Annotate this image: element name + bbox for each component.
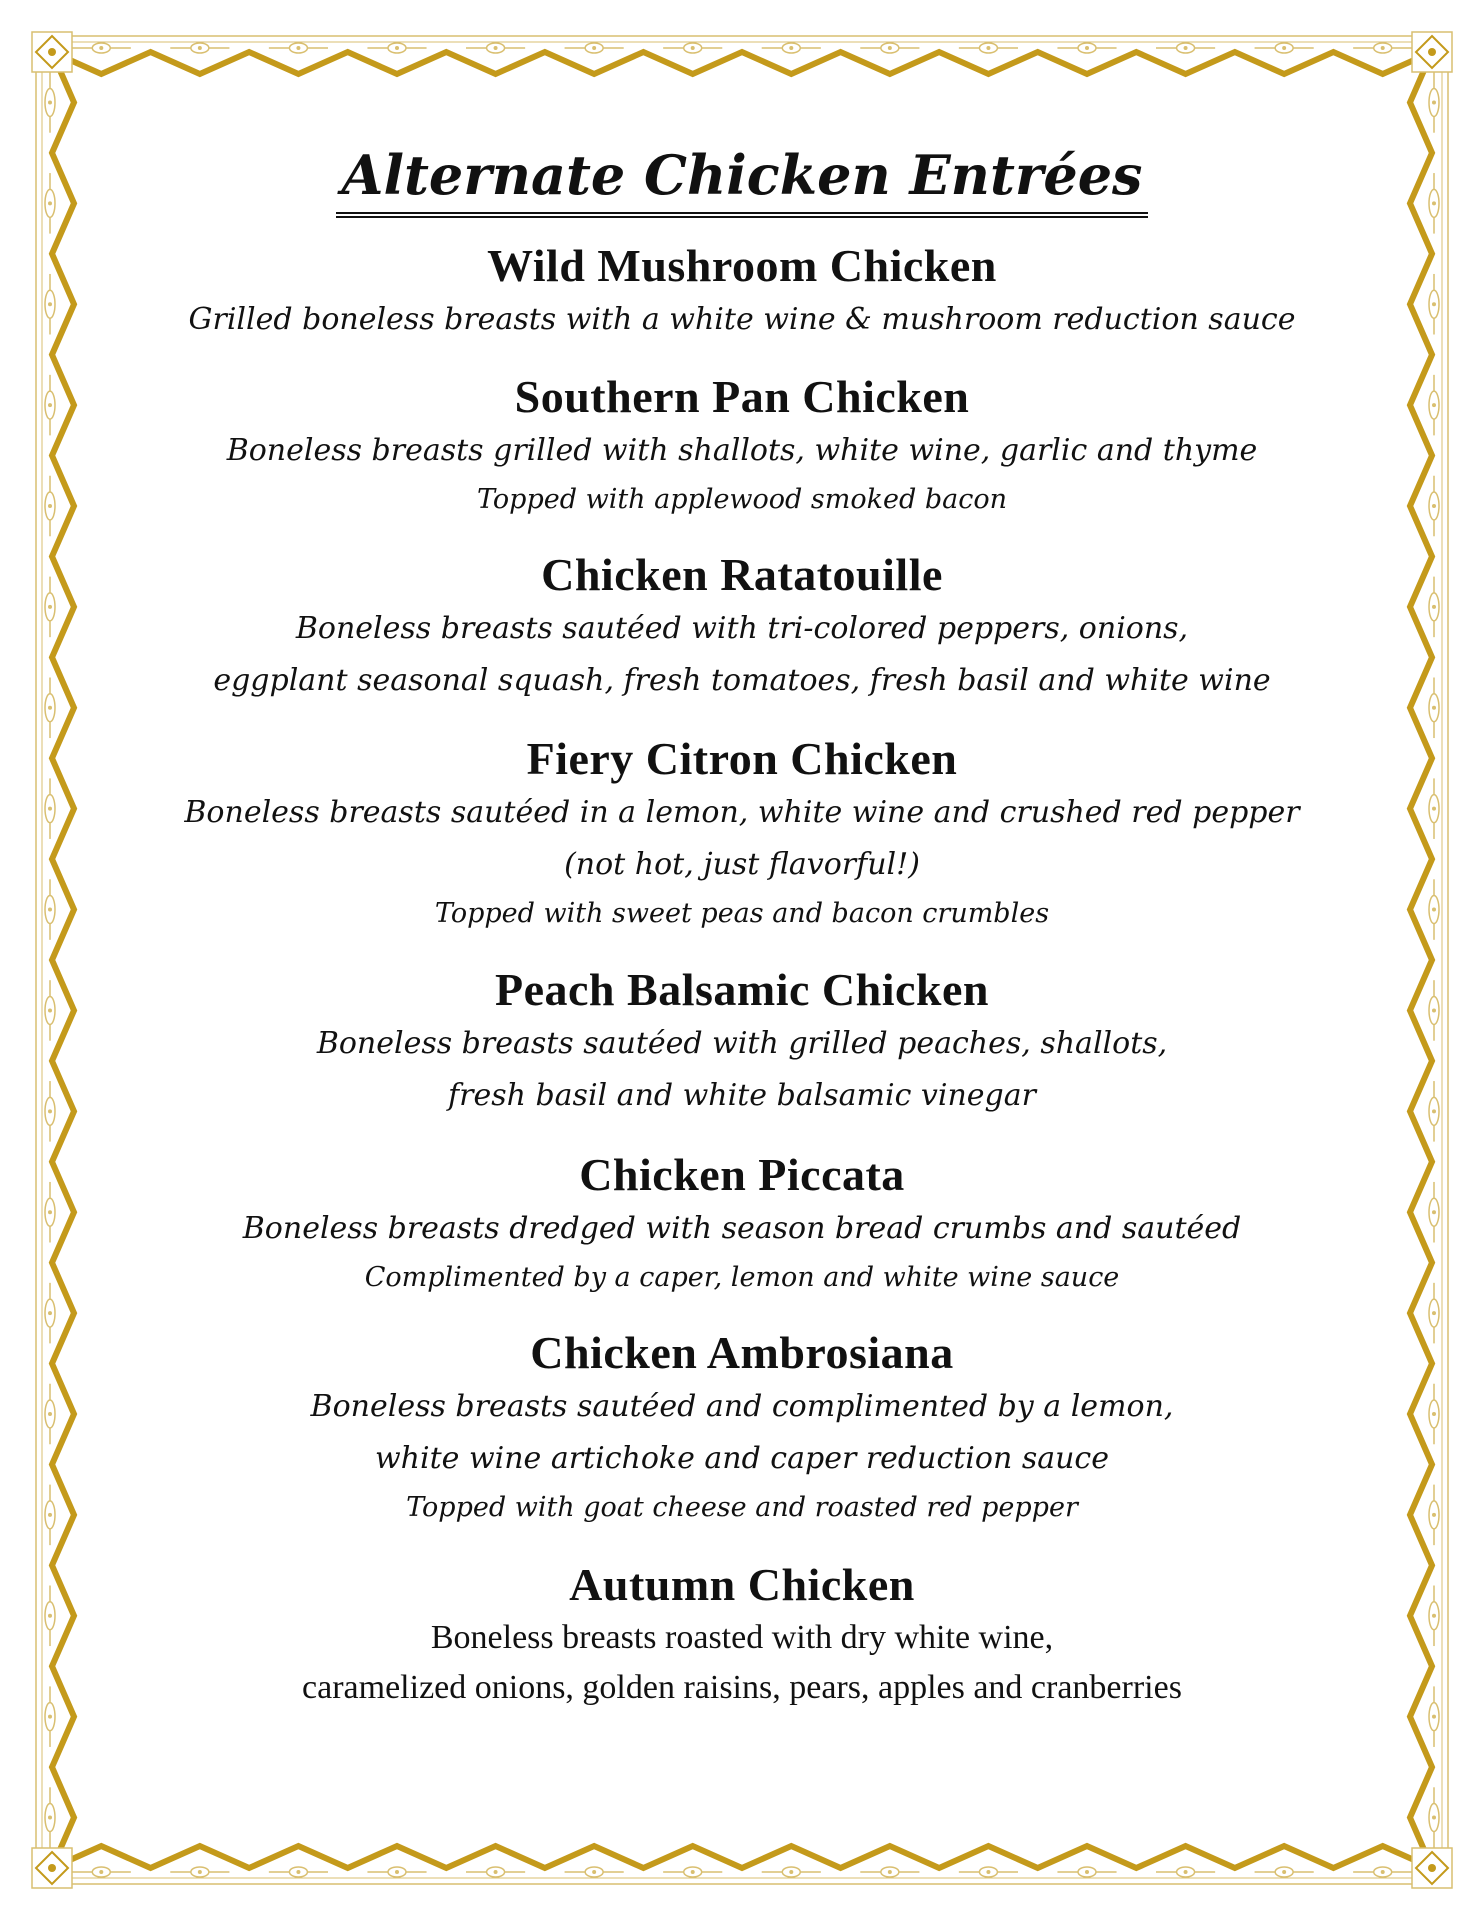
entree-note: Topped with applewood smoked bacon xyxy=(477,484,1007,515)
entree-peach-balsamic-chicken xyxy=(110,962,1374,1122)
entree-description: Boneless breasts dredged with season bread crumbs and sautéed xyxy=(242,1211,1242,1246)
entree-description: fresh basil and white balsamic vinegar xyxy=(448,1078,1036,1113)
entree-description: Boneless breasts sautéed with grilled peaches, shallots, xyxy=(316,1026,1168,1061)
entree-name: Chicken Ratatouille xyxy=(541,549,943,600)
entree-note: Topped with sweet peas and bacon crumbles xyxy=(434,898,1050,929)
entree-description: (not hot, just flavorful!) xyxy=(564,847,920,882)
entree-name: Peach Balsamic Chicken xyxy=(495,964,989,1015)
entree-southern-pan-chicken xyxy=(110,369,1374,523)
entree-description: eggplant seasonal squash, fresh tomatoes, fresh basil and white wine xyxy=(213,663,1271,698)
menu-title xyxy=(110,140,1374,218)
entree-note: Topped with goat cheese and roasted red pepper xyxy=(406,1492,1078,1523)
entree-note: Complimented by a caper, lemon and white wine sauce xyxy=(364,1262,1120,1293)
entree-description: white wine artichoke and caper reduction sauce xyxy=(375,1441,1109,1476)
entree-description: Boneless breasts grilled with shallots, white wine, garlic and thyme xyxy=(226,433,1258,468)
entree-chicken-piccata xyxy=(110,1147,1374,1301)
entree-name: Fiery Citron Chicken xyxy=(526,733,958,784)
entree-fiery-citron-chicken xyxy=(110,731,1374,937)
menu-title-text: Alternate Chicken Entrées xyxy=(336,140,1149,218)
entree-wild-mushroom-chicken xyxy=(110,238,1374,346)
entree-name: Chicken Ambrosiana xyxy=(530,1327,954,1378)
entree-autumn-chicken xyxy=(110,1557,1374,1713)
entree-description: Boneless breasts sautéed in a lemon, white wine and crushed red pepper xyxy=(184,795,1300,830)
entree-chicken-ambrosiana xyxy=(110,1325,1374,1531)
entree-name: Autumn Chicken xyxy=(569,1559,915,1610)
entree-description: Grilled boneless breasts with a white wine & mushroom reduction sauce xyxy=(188,302,1296,337)
entree-name: Chicken Piccata xyxy=(579,1149,905,1200)
entree-chicken-ratatouille xyxy=(110,547,1374,707)
entree-description: Boneless breasts roasted with dry white wine, xyxy=(430,1619,1054,1656)
entree-description: caramelized onions, golden raisins, pears, apples and cranberries xyxy=(302,1669,1182,1706)
entree-name: Southern Pan Chicken xyxy=(514,371,970,422)
entree-description: Boneless breasts sautéed and complimented by a lemon, xyxy=(310,1389,1174,1424)
entree-name: Wild Mushroom Chicken xyxy=(487,240,997,291)
entree-description: Boneless breasts sautéed with tri-colored peppers, onions, xyxy=(295,611,1189,646)
